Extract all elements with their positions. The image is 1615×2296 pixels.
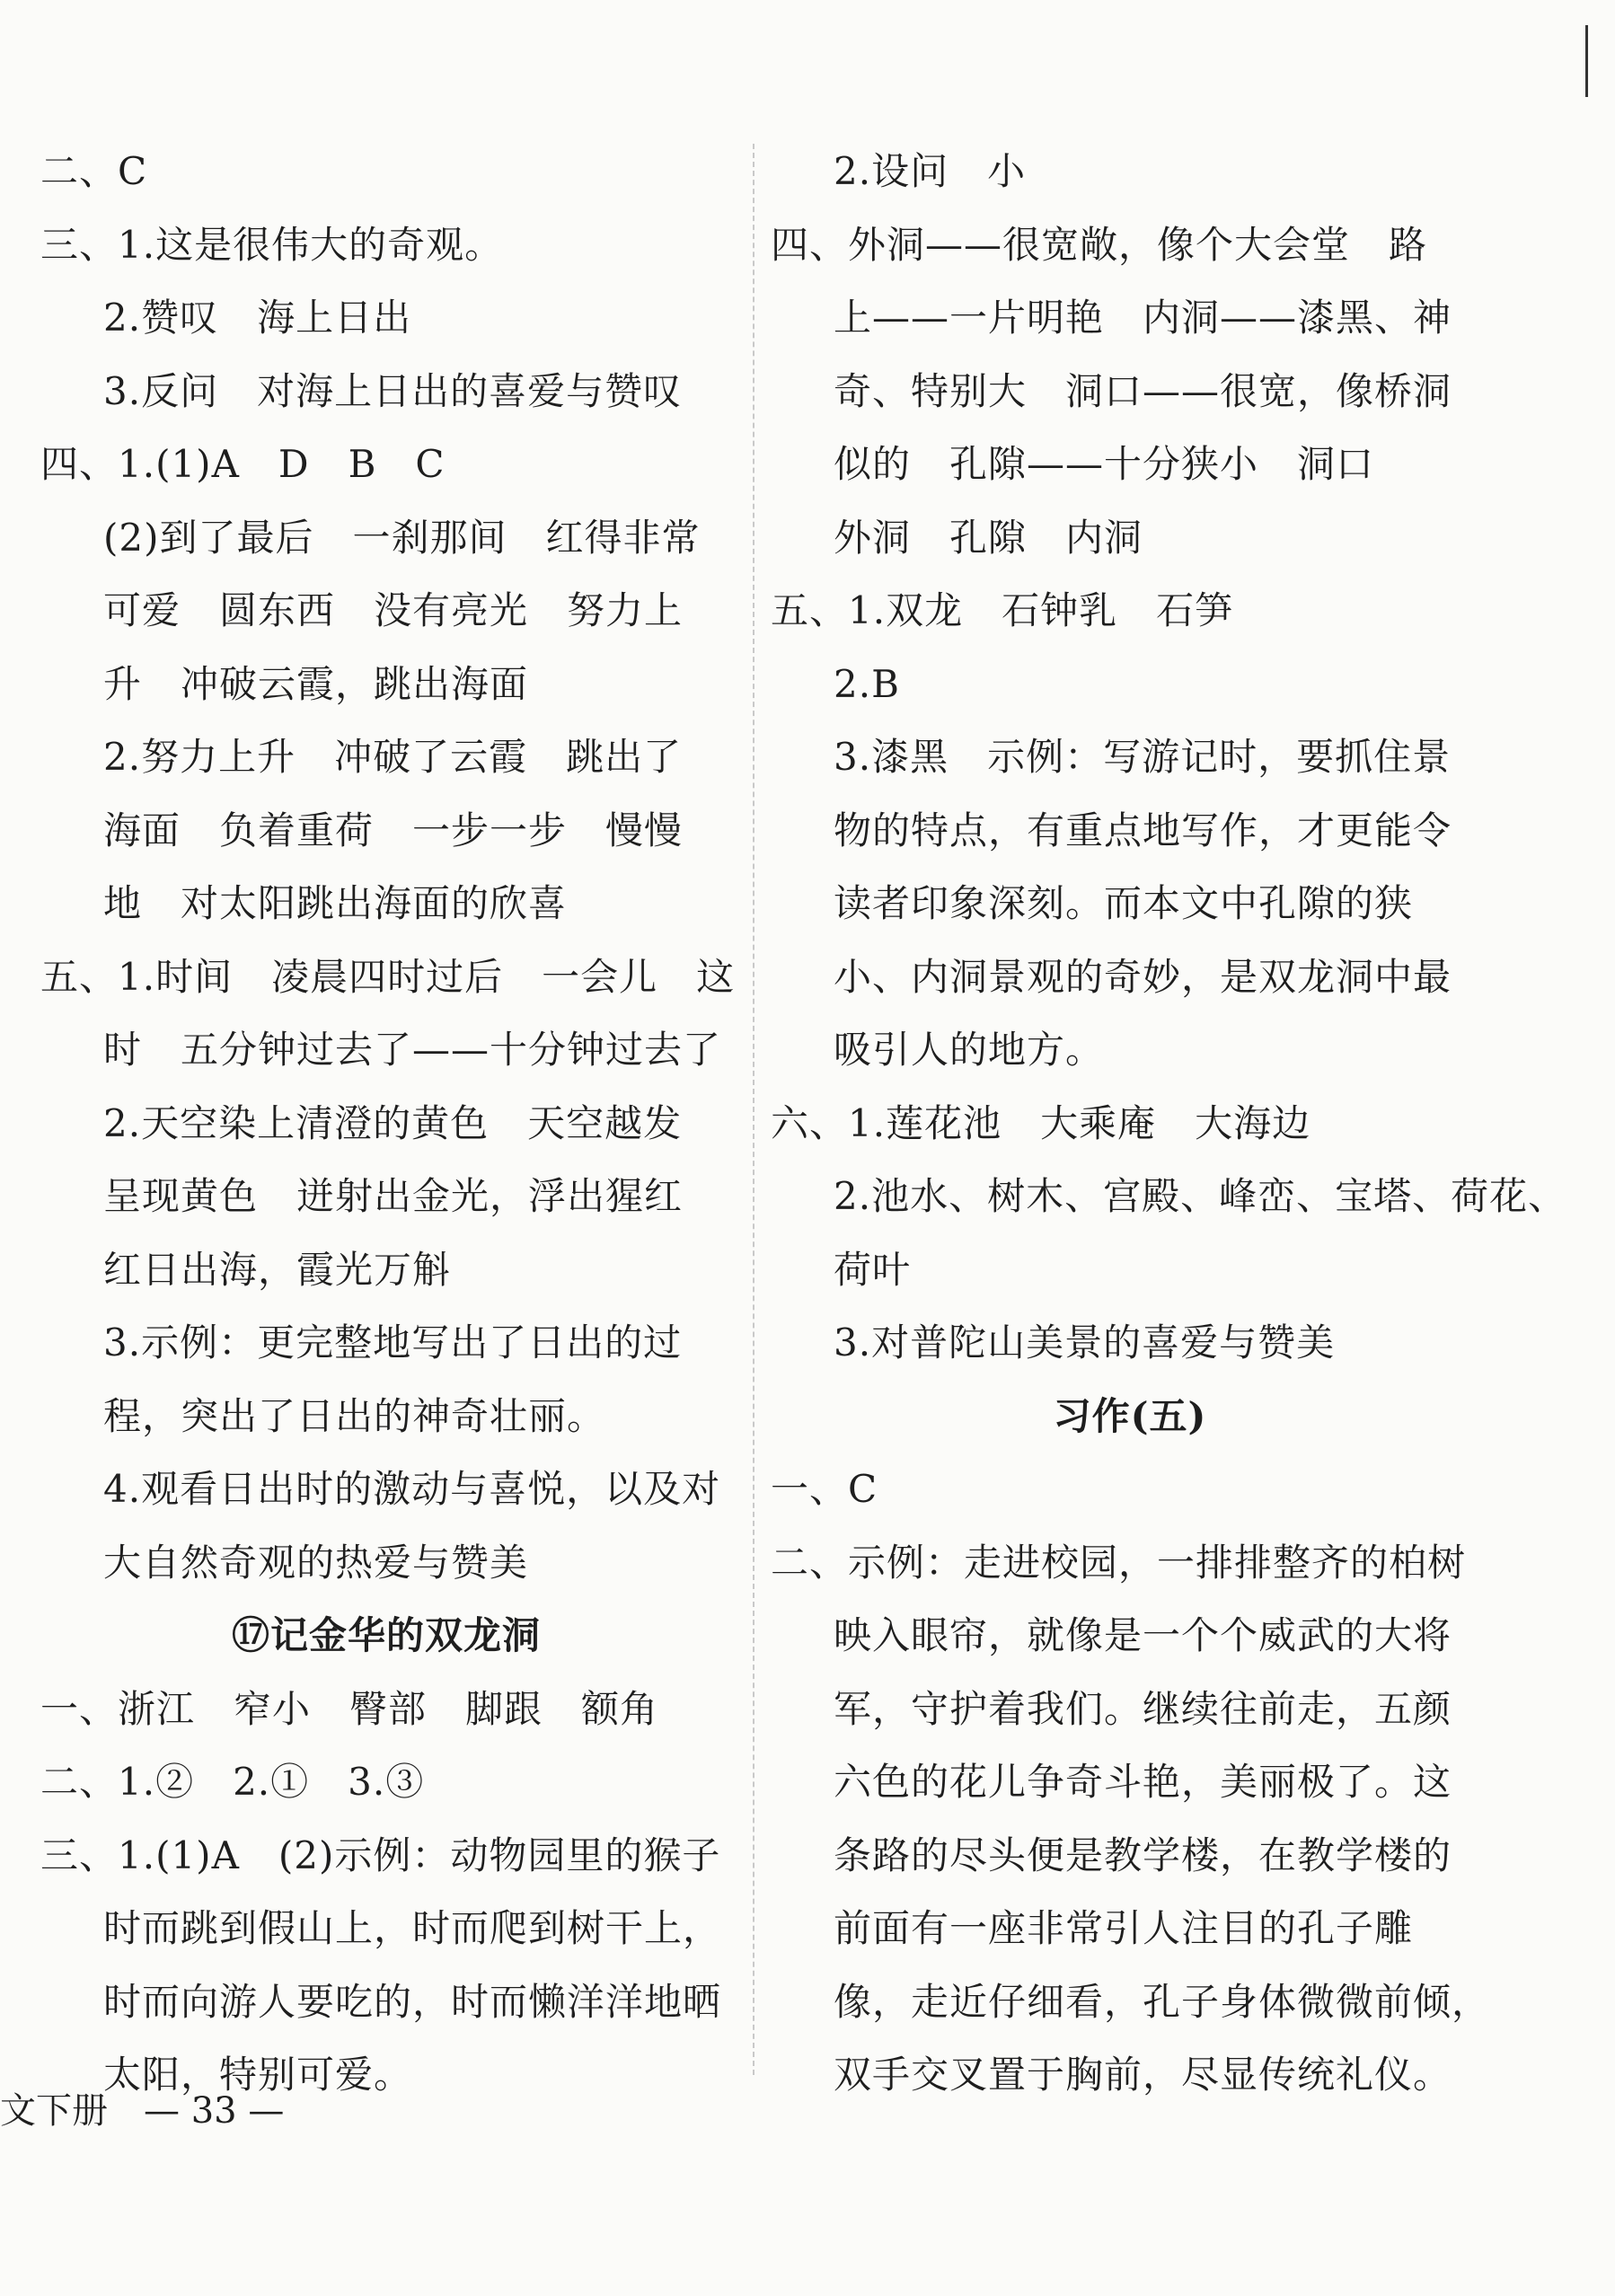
- right-answer-line: 荷叶: [834, 1247, 912, 1292]
- right-answer-line: 物的特点，有重点地写作，才更能令: [834, 808, 1452, 852]
- left-answer-line: 红日出海，霞光万斛: [103, 1247, 452, 1292]
- column-divider: [753, 144, 755, 2075]
- right-answer-line: 一、C: [771, 1467, 878, 1511]
- right-answer-line: 前面有一座非常引人注目的孔子雕: [834, 1906, 1414, 1950]
- page-footer: 文下册 — 33 —: [0, 2090, 285, 2132]
- left-answer-line: 3.反问 对海上日出的喜爱与赞叹: [103, 368, 683, 413]
- left-answer-line: 三、1.(1)A (2)示例：动物园里的猴子: [40, 1832, 721, 1877]
- left-answer-line: 五、1.时间 凌晨四时过后 一会儿 这: [40, 954, 736, 999]
- left-section-heading: ⑰记金华的双龙洞: [231, 1613, 541, 1657]
- left-answer-line: 三、1.这是很伟大的奇观。: [40, 222, 504, 267]
- right-answer-line: 3.漆黑 示例：写游记时，要抓住景: [834, 735, 1452, 779]
- left-answer-line: 海面 负着重荷 一步一步 慢慢: [103, 808, 684, 852]
- right-answer-line: 军，守护着我们。继续往前走，五颜: [834, 1686, 1452, 1731]
- right-answer-line: 似的 孔隙——十分狭小 洞口: [834, 442, 1375, 486]
- right-answer-line: 五、1.双龙 石钟乳 石笋: [771, 588, 1234, 632]
- right-answer-line: 映入眼帘，就像是一个个威武的大将: [834, 1613, 1452, 1657]
- left-answer-line: 地 对太阳跳出海面的欣喜: [103, 881, 568, 925]
- left-answer-line: 四、1.(1)A D B C: [40, 442, 446, 486]
- right-answer-line: 奇、特别大 洞口——很宽，像桥洞: [834, 368, 1452, 413]
- left-answer-line: 2.赞叹 海上日出: [103, 296, 412, 340]
- right-answer-line: 小、内洞景观的奇妙，是双龙洞中最: [834, 954, 1452, 999]
- left-answer-line: 时而向游人要吃的，时而懒洋洋地晒: [103, 1979, 722, 2024]
- right-answer-line: 四、外洞——很宽敞，像个大会堂 路: [771, 222, 1428, 267]
- left-column: [40, 135, 736, 2112]
- left-answer-line: (2)到了最后 一刹那间 红得非常: [103, 515, 701, 560]
- left-answer-line: 大自然奇观的热爱与赞美: [103, 1540, 529, 1585]
- left-answer-line: 时 五分钟过去了——十分钟过去了: [103, 1028, 722, 1072]
- left-answer-line: 3.示例：更完整地写出了日出的过: [103, 1320, 683, 1364]
- right-answer-line: 六、1.莲花池 大乘庵 大海边: [771, 1100, 1311, 1145]
- right-answer-line: 吸引人的地方。: [834, 1028, 1105, 1072]
- left-answer-line: 程，突出了日出的神奇壮丽。: [103, 1393, 606, 1438]
- left-answer-line: 2.天空染上清澄的黄色 天空越发: [103, 1100, 683, 1145]
- left-answer-line: 4.观看日出时的激动与喜悦，以及对: [103, 1467, 721, 1511]
- left-answer-line: 升 冲破云霞，跳出海面: [103, 661, 529, 706]
- right-answer-line: 3.对普陀山美景的喜爱与赞美: [834, 1320, 1336, 1364]
- right-answer-line: 读者印象深刻。而本文中孔隙的狭: [834, 881, 1414, 925]
- left-answer-line: 一、浙江 窄小 臀部 脚跟 额角: [40, 1686, 659, 1731]
- right-column: [771, 135, 1567, 2112]
- left-answer-line: 呈现黄色 迸射出金光，浮出猩红: [103, 1174, 684, 1218]
- left-answer-line: 2.努力上升 冲破了云霞 跳出了: [103, 735, 683, 779]
- right-answer-line: 上——一片明艳 内洞——漆黑、神: [834, 296, 1452, 340]
- left-answer-line: 二、1.② 2.① 3.③: [40, 1760, 425, 1804]
- left-answer-line: 太阳，特别可爱。: [103, 2053, 413, 2097]
- right-answer-line: 2.B: [834, 661, 900, 706]
- right-answer-line: 外洞 孔隙 内洞: [834, 515, 1143, 560]
- right-answer-line: 像，走近仔细看，孔子身体微微前倾，: [834, 1979, 1491, 2024]
- left-answer-line: 可爱 圆东西 没有亮光 努力上: [103, 588, 684, 632]
- right-answer-line: 2.设问 小: [834, 149, 1027, 193]
- right-answer-line: 条路的尽头便是教学楼，在教学楼的: [834, 1832, 1452, 1877]
- page-edge-mark: [1585, 25, 1588, 97]
- left-answer-line: 时而跳到假山上，时而爬到树干上，: [103, 1906, 722, 1950]
- right-section-heading: 习作(五): [1053, 1393, 1207, 1438]
- right-answer-line: 二、示例：走进校园，一排排整齐的柏树: [771, 1540, 1467, 1585]
- left-answer-line: 二、C: [40, 149, 148, 193]
- right-answer-line: 六色的花儿争奇斗艳，美丽极了。这: [834, 1760, 1452, 1804]
- right-answer-line: 2.池水、树木、宫殿、峰峦、宝塔、荷花、: [834, 1174, 1567, 1218]
- right-answer-line: 双手交叉置于胸前，尽显传统礼仪。: [834, 2053, 1452, 2097]
